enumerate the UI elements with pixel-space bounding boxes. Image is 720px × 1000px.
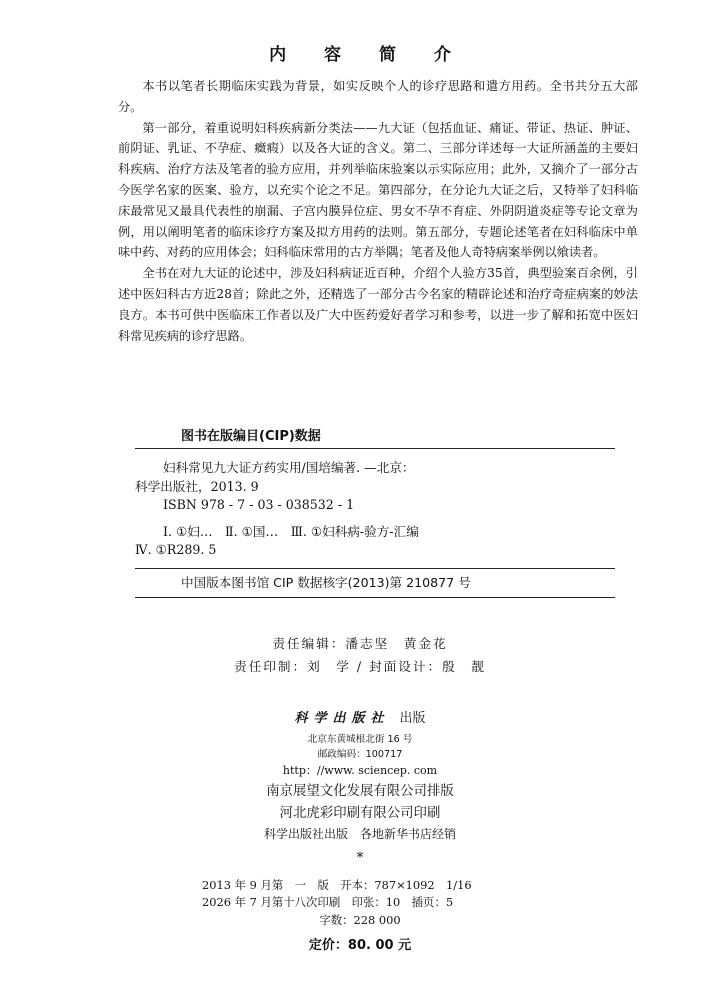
- distribution-line: 科学出版社出版 各地新华书店经销: [263, 827, 456, 841]
- typesetting-company: 南京展望文化发展有限公司排版: [266, 784, 454, 799]
- cip-bottom-rule: [135, 597, 615, 598]
- intro-paragraph-3: 全书在对九大证的论述中，涉及妇科病证近百种，介绍个人验方35首，典型验案百余例，引述中医妇科古方近28首；除此之外，还精选了一部分古今名家的精辟论述和治疗奇症病案的妙法良方。本书可供中医临床工作者以及广大中医药爱好者学习和参考，以进一步了解和拓宽中医妇科常见疾病的诊疗思路。: [118, 266, 638, 343]
- cip-isbn-line: ISBN 978 - 7 - 03 - 038532 - 1: [163, 497, 355, 512]
- separator-star: *: [356, 850, 364, 866]
- intro-paragraph-1: 本书以笔者长期临床实践为背景，如实反映个人的诊疗思路和遣方用药。全书共分五大部分。: [118, 79, 638, 114]
- edition-line: 2013 年 9 月第 一 版 开本：787×1092 1/16: [202, 878, 472, 892]
- cip-record: [135, 449, 615, 568]
- printing-company: 河北虎彩印刷有限公司印刷: [279, 806, 441, 821]
- cip-subject-line: Ⅰ. ①妇… Ⅱ. ①国… Ⅲ. ①妇科病-验方-汇编: [163, 523, 419, 539]
- publisher-suffix: 出版: [399, 711, 426, 726]
- intro-paragraph-2: 第一部分，着重说明妇科疾病新分类法——九大证（包括血证、痛证、带证、热证、肿证、前阴证、乳证、不孕症、癥瘕）以及各大证的含义。第二、三部分详述每一大证所涵盖的主要妇科疾病、治疗方法及笔者的验方应用，并列举临床验案以示实际应用；此外，又摘介了一部分古今医学名家的医案、验方，以充实个论之不足。第四部分，在分论九大证之后，又特举了妇科临床最常见又最具代表性的崩漏、子宫内膜异位症、男女不孕不育症、外阴阴道炎症等专论文章为例，用以阐明笔者的临床诊疗方案及拟方用药的法则。第五部分，专题论述笔者在妇科临床中单味中药、对药的应用体会；妇科临床常用的古方举隅；笔者及他人奇特病案举例以飨读者。: [118, 120, 638, 260]
- intro-title: 内 容 简 介: [269, 45, 467, 65]
- print-and-cover-design: 责任印制：刘 学 / 封面设计：殷 靓: [234, 659, 486, 674]
- cip-heading: 图书在版编目(CIP)数据: [181, 429, 321, 444]
- printing-line: 2026 年 7 月第十八次印刷 印张：10 插页：5: [202, 895, 454, 909]
- intro-text: [118, 76, 638, 346]
- publisher-zip: 邮政编码：100717: [317, 749, 403, 760]
- publisher-line: [0, 707, 720, 726]
- cip-publisher-line: 科学出版社，2013. 9: [135, 478, 259, 494]
- responsible-editors: 责任编辑：潘志坚 黄金花: [272, 636, 448, 651]
- cip-block: [135, 426, 615, 598]
- cip-title-line: 妇科常见九大证方药实用/国培编著. —北京：: [163, 460, 415, 475]
- cip-number: 中国版本图书馆 CIP 数据核字(2013)第 210877 号: [181, 574, 471, 590]
- publisher-url: http：//www. sciencep. com: [282, 764, 438, 777]
- publisher-logo: 科学出版社: [294, 711, 390, 726]
- publisher-address: 北京东黄城根北街 16 号: [307, 734, 413, 745]
- word-count: 字数：228 000: [319, 913, 401, 927]
- price: 定价：80. 00 元: [308, 938, 412, 953]
- cip-classification-line: Ⅳ. ①R289. 5: [135, 542, 217, 557]
